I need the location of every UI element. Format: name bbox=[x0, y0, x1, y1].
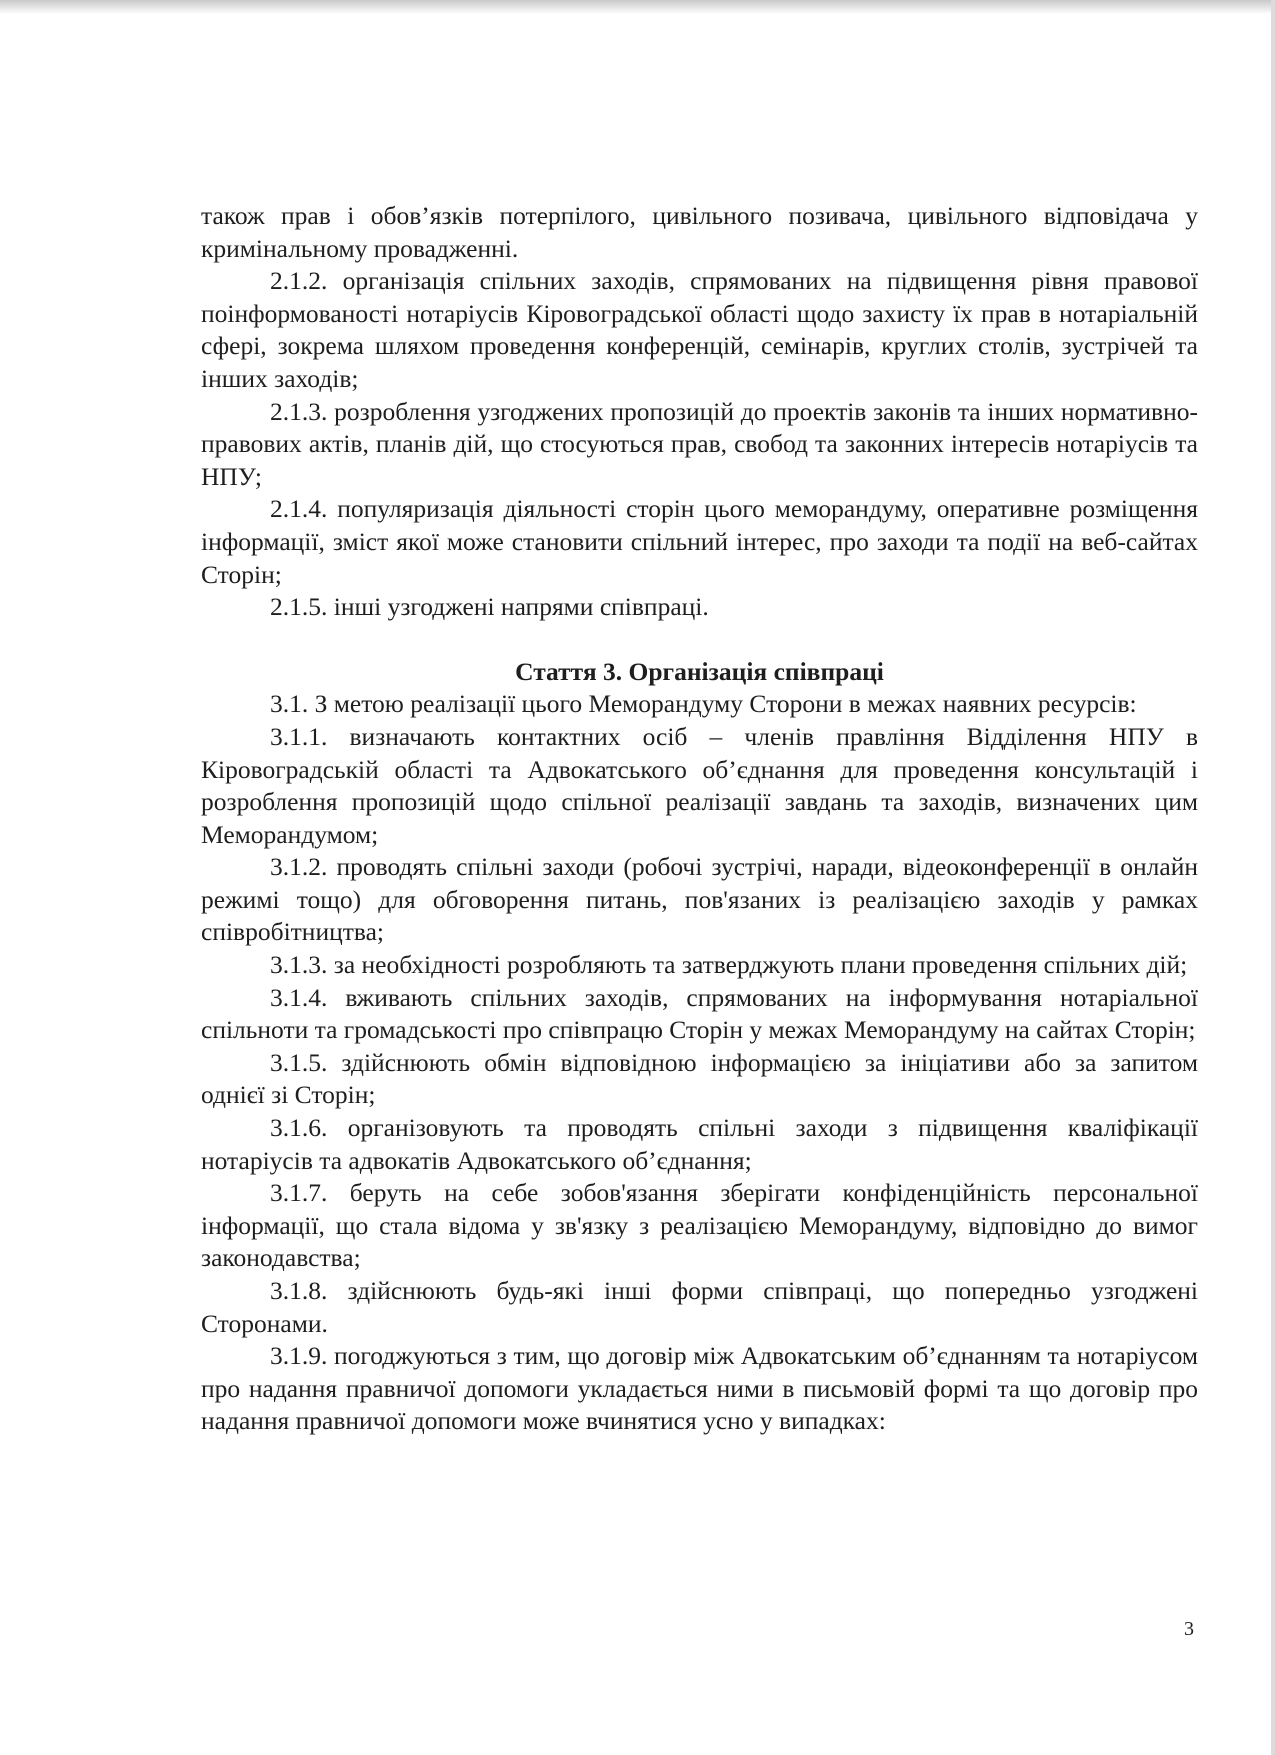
document-page bbox=[201, 200, 1198, 1438]
clause-3-1-8: 3.1.8. здійснюють будь-які інші форми співпраці, що попередньо узгоджені Сторонами. bbox=[201, 1276, 1198, 1338]
clause-3-1-1: 3.1.1. визначають контактних осіб – членів правління Відділення НПУ в Кіровоградській області та Адвокатського об’єднання для проведення консультацій і розроблення пропозицій щодо спільної реалізації завдань та заходів, визначених цим Меморандумом; bbox=[201, 721, 1198, 849]
clause-3-1-4: 3.1.4. вживають спільних заходів, спрямованих на інформування нотаріальної спільноти та громадськості про співпрацю Сторін у межах Меморандуму на сайтах Сторін; bbox=[201, 982, 1198, 1045]
scan-right-edge bbox=[1271, 0, 1275, 1755]
clause-3-1-5: 3.1.5. здійснюють обмін відповідною інформацією за ініціативи або за запитом однієї зі Сторін; bbox=[201, 1047, 1198, 1110]
clause-3-1-2: 3.1.2. проводять спільні заходи (робочі зустрічі, наради, відеоконференції в онлайн режимі тощо) для обговорення питань, пов'язаних із реалізацією заходів у рамках співробітництва; bbox=[201, 852, 1198, 947]
clause-3-1-7: 3.1.7. беруть на себе зобов'язання зберігати конфіденційність персональної інформації, що стала відома у зв'язку з реалізацією Меморандуму, відповідно до вимог законодавства; bbox=[201, 1178, 1198, 1273]
clause-2-1-5: 2.1.5. інші узгоджені напрями співпраці. bbox=[270, 592, 709, 622]
article-3-heading: Стаття 3. Організація співпраці bbox=[515, 656, 884, 686]
clause-2-1-3: 2.1.3. розроблення узгоджених пропозицій до проектів законів та інших нормативно-правових актів, планів дій, що стосуються прав, свобод та законних інтересів нотаріусів та НПУ; bbox=[201, 396, 1198, 491]
clause-2-1-2: 2.1.2. організація спільних заходів, спрямованих на підвищення рівня правової поінформованості нотаріусів Кіровоградської області щодо захисту їх прав в нотаріальній сфері, зокрема шляхом проведення конференцій, семінарів, круглих столів, зустрічей та інших заходів; bbox=[201, 266, 1198, 393]
paragraph-continuation: також прав і обов’язків потерпілого, цивільного позивача, цивільного відповідача у кримінальному провадженні. bbox=[201, 201, 1198, 263]
clause-3-1: 3.1. З метою реалізації цього Меморандуму Сторони в межах наявних ресурсів: bbox=[270, 689, 1137, 719]
clause-3-1-6: 3.1.6. організовують та проводять спільні заходи з підвищення кваліфікації нотаріусів та адвокатів Адвокатського об’єднання; bbox=[201, 1113, 1198, 1175]
page-number: 3 bbox=[1184, 1618, 1194, 1640]
clause-2-1-4: 2.1.4. популяризація діяльності сторін цього меморандуму, оперативне розміщення інформації, зміст якої може становити спільний інтерес, про заходи та події на веб-сайтах Сторін; bbox=[201, 494, 1198, 589]
clause-3-1-9: 3.1.9. погоджуються з тим, що договір між Адвокатським об’єднанням та нотаріусом про надання правничої допомоги укладається ними в письмовій формі та що договір про надання правничої допомоги може вчинятися усно у випадках: bbox=[201, 1341, 1198, 1436]
clause-3-1-3: 3.1.3. за необхідності розробляють та затверджують плани проведення спільних дій; bbox=[270, 950, 1188, 980]
scan-top-edge bbox=[0, 0, 1275, 14]
